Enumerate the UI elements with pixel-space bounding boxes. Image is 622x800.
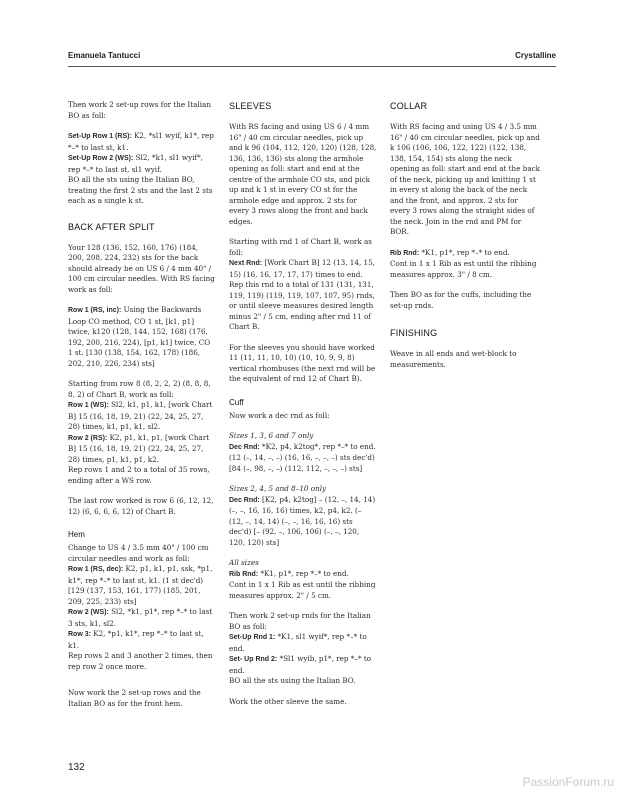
sizes-2-label: Sizes 2, 4, 5 and 8–10 only <box>229 484 327 493</box>
hem-row-2-label: Row 2 (WS): <box>68 609 109 616</box>
collar-rib-continue: Cont in 1 x 1 Rib as est until the ribbing measures approx. 3" / 8 cm. <box>390 259 537 279</box>
cuff-paragraph: Now work a dec rnd as foll: <box>229 410 330 420</box>
start-row-text: Starting from row 8 (8, 2, 2, 2) (8, 8, 8, 8, 2) of Chart B, work as foll: <box>68 379 211 399</box>
next-rnd-label: Next Rnd: <box>229 260 263 267</box>
collar-rib <box>390 248 540 281</box>
sleeves-repeat-text: Rep this rnd to a total of 131 (131, 131, 119, 119) (119, 119, 107, 107, 95) rnds, or until sleeve measures desired length minus 2" / 5 cm, ending after rnd 11 of Chart B. <box>229 280 375 331</box>
dec-rnd-1-label: Dec Rnd: <box>229 443 260 451</box>
setup-row-1-text: K2, *sl1 wyif, k1*, rep *–* to last st, k1. <box>68 131 214 152</box>
chart-rows <box>68 379 216 486</box>
heading-back-after-split: BACK AFTER SPLIT <box>68 221 155 232</box>
setup-rnd-1-label: Set-Up Rnd 1: <box>229 634 276 641</box>
other-sleeve-paragraph: Work the other sleeve the same. <box>229 696 347 706</box>
hem-row-2-text: Sl2, *k1, p1*, rep *–* to last 3 sts, k1, sl2. <box>68 607 213 628</box>
setup-rnd-2-text: *Sl1 wyib, p1*, rep *–* to end. <box>229 654 372 675</box>
page-number: 132 <box>68 762 85 773</box>
sleeves-next-round <box>229 237 377 333</box>
hem-row-3-text: K2, *p1, k1*, rep *–* to last st, k1. <box>68 629 204 650</box>
heading-finishing: FINISHING <box>390 328 438 338</box>
collar-bind-off: Then BO as for the cuffs, including the set-up rnds. <box>390 290 532 310</box>
intro-paragraph: Then work 2 set-up rows for the Italian BO as foll: <box>68 100 211 120</box>
row-1-inc-text: Using the Backwards Loop CO method, CO 1 st, [k1, p1] twice, k120 (128, 144, 152, 168) (176, 192, 200, 216, 224), [p1, k1] twice, CO 1 st. [130 (138, 154, 162, 178) (186, 202, 210, 226, 234) sts] <box>68 305 211 368</box>
hem-rows <box>68 564 216 672</box>
collar-paragraph: With RS facing and using US 4 / 3.5 mm 16" / 40 cm circular needles, pick up and k 106 (106, 106, 122, 122) (122, 138, 138, 154, 154) sts along the neck opening as foll: start and end at the back of the neck, picking up and knitting 1 st in every st along the back of the neck and the front, and approx. 2 sts for every 3 rows along the straight sides of the neck. Join in the rnd and PM for BOR. <box>390 122 540 236</box>
dec-rnd-2-text: [K2, p4, k2tog] – (12, –, 14, 14) (–, –, 16, 16, 16) times, k2, p4, k2. (– (12, –, 14, 14) (–, –, 16, 16, 16) sts dec'd) [– (92, –, 106, 106) (–, –, 120, 120, 120) sts] <box>229 494 376 547</box>
header-divider <box>68 66 556 67</box>
column-left <box>68 100 216 719</box>
hem-paragraph: Change to US 4 / 3.5 mm 40" / 100 cm circular needles and work as foll: <box>68 543 209 563</box>
cuff-sizes-2 <box>229 484 377 548</box>
rib-rnd-label: Rib Rnd: <box>229 570 259 578</box>
collar-rib-label: Rib Rnd: <box>390 249 420 257</box>
front-hem-paragraph: Now work the 2 set-up rows and the Italian BO as for the front hem. <box>68 688 201 708</box>
setup-row-2-text: Sl2, *k1, sl1 wyif*, rep *–* to last st, sl1 wyif. <box>68 153 203 174</box>
rib-continue-text: Cont in 1 x 1 Rib as est until the ribbing measures approx. 2" / 5 cm. <box>229 580 376 600</box>
cuff-sizes-1 <box>229 431 377 474</box>
column-middle <box>229 100 377 717</box>
heading-cuff: Cuff <box>229 397 244 407</box>
next-rnd-text: [Work Chart B] 12 (13, 14, 15, 15) (16, 16, 17, 17, 17) times to end. <box>229 258 375 279</box>
row-2-rs-text: K2, p1, k1, p1, [work Chart B] 15 (16, 18, 19, 21) (22, 24, 25, 27, 28) times, p1, k1, p1, k2. <box>68 432 210 464</box>
dec-rnd-2-label: Dec Rnd: <box>229 496 260 504</box>
sizes-1-label: Sizes 1, 3, 6 and 7 only <box>229 431 314 440</box>
row-1-inc <box>68 305 216 369</box>
row-1-ws-label: Row 1 (WS): <box>68 402 109 409</box>
heading-collar: COLLAR <box>390 101 428 111</box>
cuff-all-sizes <box>229 558 377 601</box>
sleeves-start-text: Starting with rnd 1 of Chart B, work as foll: <box>229 237 372 257</box>
dec-rnd-1-text: *K2, p4, k2tog*, rep *–* to end. (12 (–, 14, –, –) (16, 16, –, –, –) sts dec'd) [84 (–, 98, –, –) (112, 112, –, –, –) sts] <box>229 441 376 473</box>
italian-bo-rounds <box>229 611 377 687</box>
row-1-dec-label: Row 1 (RS, dec): <box>68 566 124 573</box>
setup-row-1-label: Set-Up Row 1 (RS): <box>68 133 132 140</box>
author-name: Emanuela Tantucci <box>68 51 141 60</box>
hem-repeat-text: Rep rows 2 and 3 another 2 times, then rep row 2 once more. <box>68 651 213 671</box>
all-sizes-label: All sizes <box>229 558 259 567</box>
heading-sleeves: SLEEVES <box>229 101 272 111</box>
sleeves-paragraph: With RS facing and using US 6 / 4 mm 16" / 40 cm circular needles, pick up and k 96 (104, 112, 120, 120) (128, 128, 136, 136, 136) sts along the armhole opening as foll: start and end at the centre of the armhole CO sts, and pick up and k 1 st in every CO st for the armhole edge and approx. 2 sts for every 3 rows along the front and back edges. <box>229 122 377 226</box>
watermark: PassionForum.ru <box>522 775 614 789</box>
row-1-ws-text: Sl2, k1, p1, k1, [work Chart B] 15 (16, 18, 19, 21) (22, 24, 25, 27, 28) times, k1, p1, k1, sl2. <box>68 400 213 431</box>
hem-row-3-label: Row 3: <box>68 631 91 638</box>
setup-rows <box>68 131 216 207</box>
row-1-inc-label: Row 1 (RS, inc): <box>68 307 122 314</box>
bind-off-text: BO all the sts using the Italian BO, treating the first 2 sts and the last 2 sts each as a single k st. <box>68 175 213 205</box>
column-right <box>390 100 540 380</box>
pattern-title: Crystalline <box>515 51 556 60</box>
row-2-rs-label: Row 2 (RS): <box>68 434 108 442</box>
collar-rib-text: *K1, p1*, rep *–* to end. <box>419 247 510 257</box>
last-row-paragraph: The last row worked is row 6 (6, 12, 12, 12) (6, 6, 6, 6, 12) of Chart B. <box>68 496 214 516</box>
repeat-rows-text: Rep rows 1 and 2 to a total of 35 rows, ending after a WS row. <box>68 465 210 485</box>
heading-hem: Hem <box>68 530 85 539</box>
row-1-dec-text: K2, p1, k1, p1, ssk, *p1, k1*, rep *–* to last st, k1. (1 st dec'd) [129 (137, 153, 161, 177) (185, 201, 209, 225, 233) sts] <box>68 564 213 606</box>
italian-bo-intro: Then work 2 set-up rnds for the Italian BO as foll: <box>229 611 371 631</box>
back-paragraph: Your 128 (136, 152, 160, 176) (184, 200, 208, 224, 232) sts for the back should already be on US 6 / 4 mm 40" / 100 cm circular needles. With RS facing work as foll: <box>68 242 215 294</box>
setup-rnd-1-text: *K1, sl1 wyif*, rep *–* to end. <box>229 632 367 653</box>
setup-row-2-label: Set-Up Row 2 (WS): <box>68 155 134 162</box>
sleeves-rhombus-paragraph: For the sleeves you should have worked 11 (11, 11, 10, 10) (10, 10, 9, 9, 8) vertical rhombuses (the next rnd will be the equivalent of rnd 12 of Chart B). <box>229 342 376 383</box>
italian-bo-text: BO all the sts using the Italian BO. <box>229 676 356 685</box>
rib-rnd-text: *K1, p1*, rep *–* to end. <box>258 568 349 578</box>
setup-rnd-2-label: Set- Up Rnd 2: <box>229 656 278 663</box>
finishing-paragraph: Weave in all ends and wet-block to measurements. <box>390 349 517 369</box>
